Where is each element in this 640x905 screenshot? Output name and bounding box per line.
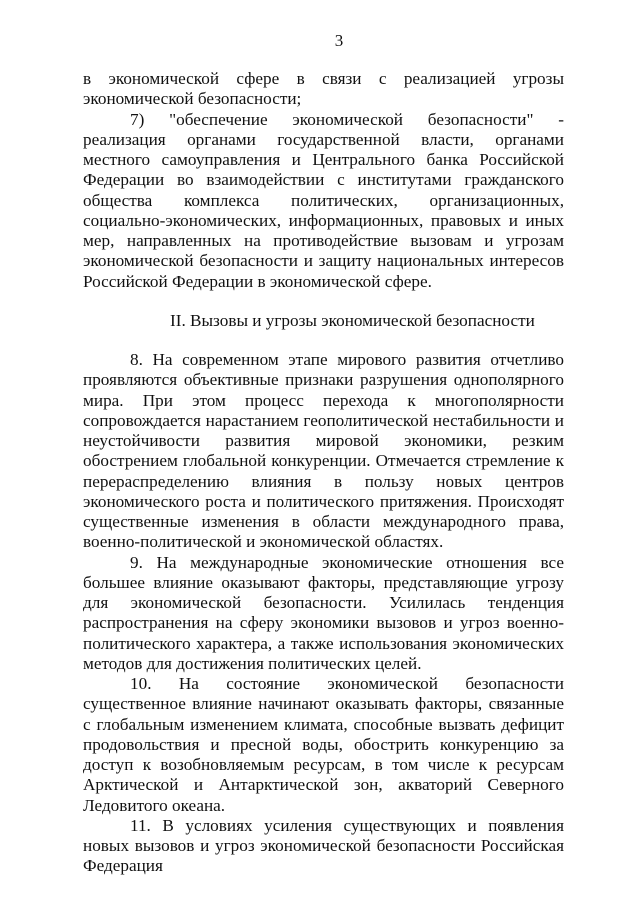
- paragraph-definition-7: 7) "обеспечение экономической безопасности" - реализация органами государственной власти, органами местного самоуправления и Центрального банка Российской Федерации во взаимодействии с институтами гражданского общества комплекса политических, организационных, социально-экономических, информационных, правовых и иных мер, направленных на противодействие вызовам и угрозам экономической безопасности и защиту национальных интересов Российской Федерации в экономической сфере.: [83, 109, 564, 291]
- paragraph-11: 11. В условиях усиления существующих и появления новых вызовов и угроз экономической безопасности Российская Федерация: [83, 815, 564, 876]
- paragraph-9: 9. На международные экономические отношения все большее влияние оказывают факторы, представляющие угрозу для экономической безопасности. Усилилась тенденция распространения на сферу экономики вызовов и угроз военно-политического характера, а также использования экономических методов для достижения политических целей.: [83, 552, 564, 673]
- paragraph-8: 8. На современном этапе мирового развития отчетливо проявляются объективные признаки разрушения однополярного мира. При этом процесс перехода к многополярности сопровождается нарастанием геополитической нестабильности и неустойчивости развития мировой экономики, резким обострением глобальной конкуренции. Отмечается стремление к перераспределению влияния в пользу новых центров экономического роста и политического притяжения. Происходят существенные изменения в области международного права, военно-политической и экономической областях.: [83, 350, 564, 552]
- paragraph-10: 10. На состояние экономической безопасности существенное влияние начинают оказывать факторы, связанные с глобальным изменением климата, способные вызвать дефицит продовольствия и пресной воды, обострить конкуренцию за доступ к возобновляемым ресурсам, в том числе к ресурсам Арктической и Антарктической зон, акваторий Северного Ледовитого океана.: [83, 674, 564, 815]
- section-heading: II. Вызовы и угрозы экономической безопасности: [170, 310, 535, 330]
- page-number: 3: [334, 31, 344, 50]
- document-body: [83, 69, 564, 877]
- paragraph-continuation: в экономической сфере в связи с реализацией угрозы экономической безопасности;: [83, 69, 564, 109]
